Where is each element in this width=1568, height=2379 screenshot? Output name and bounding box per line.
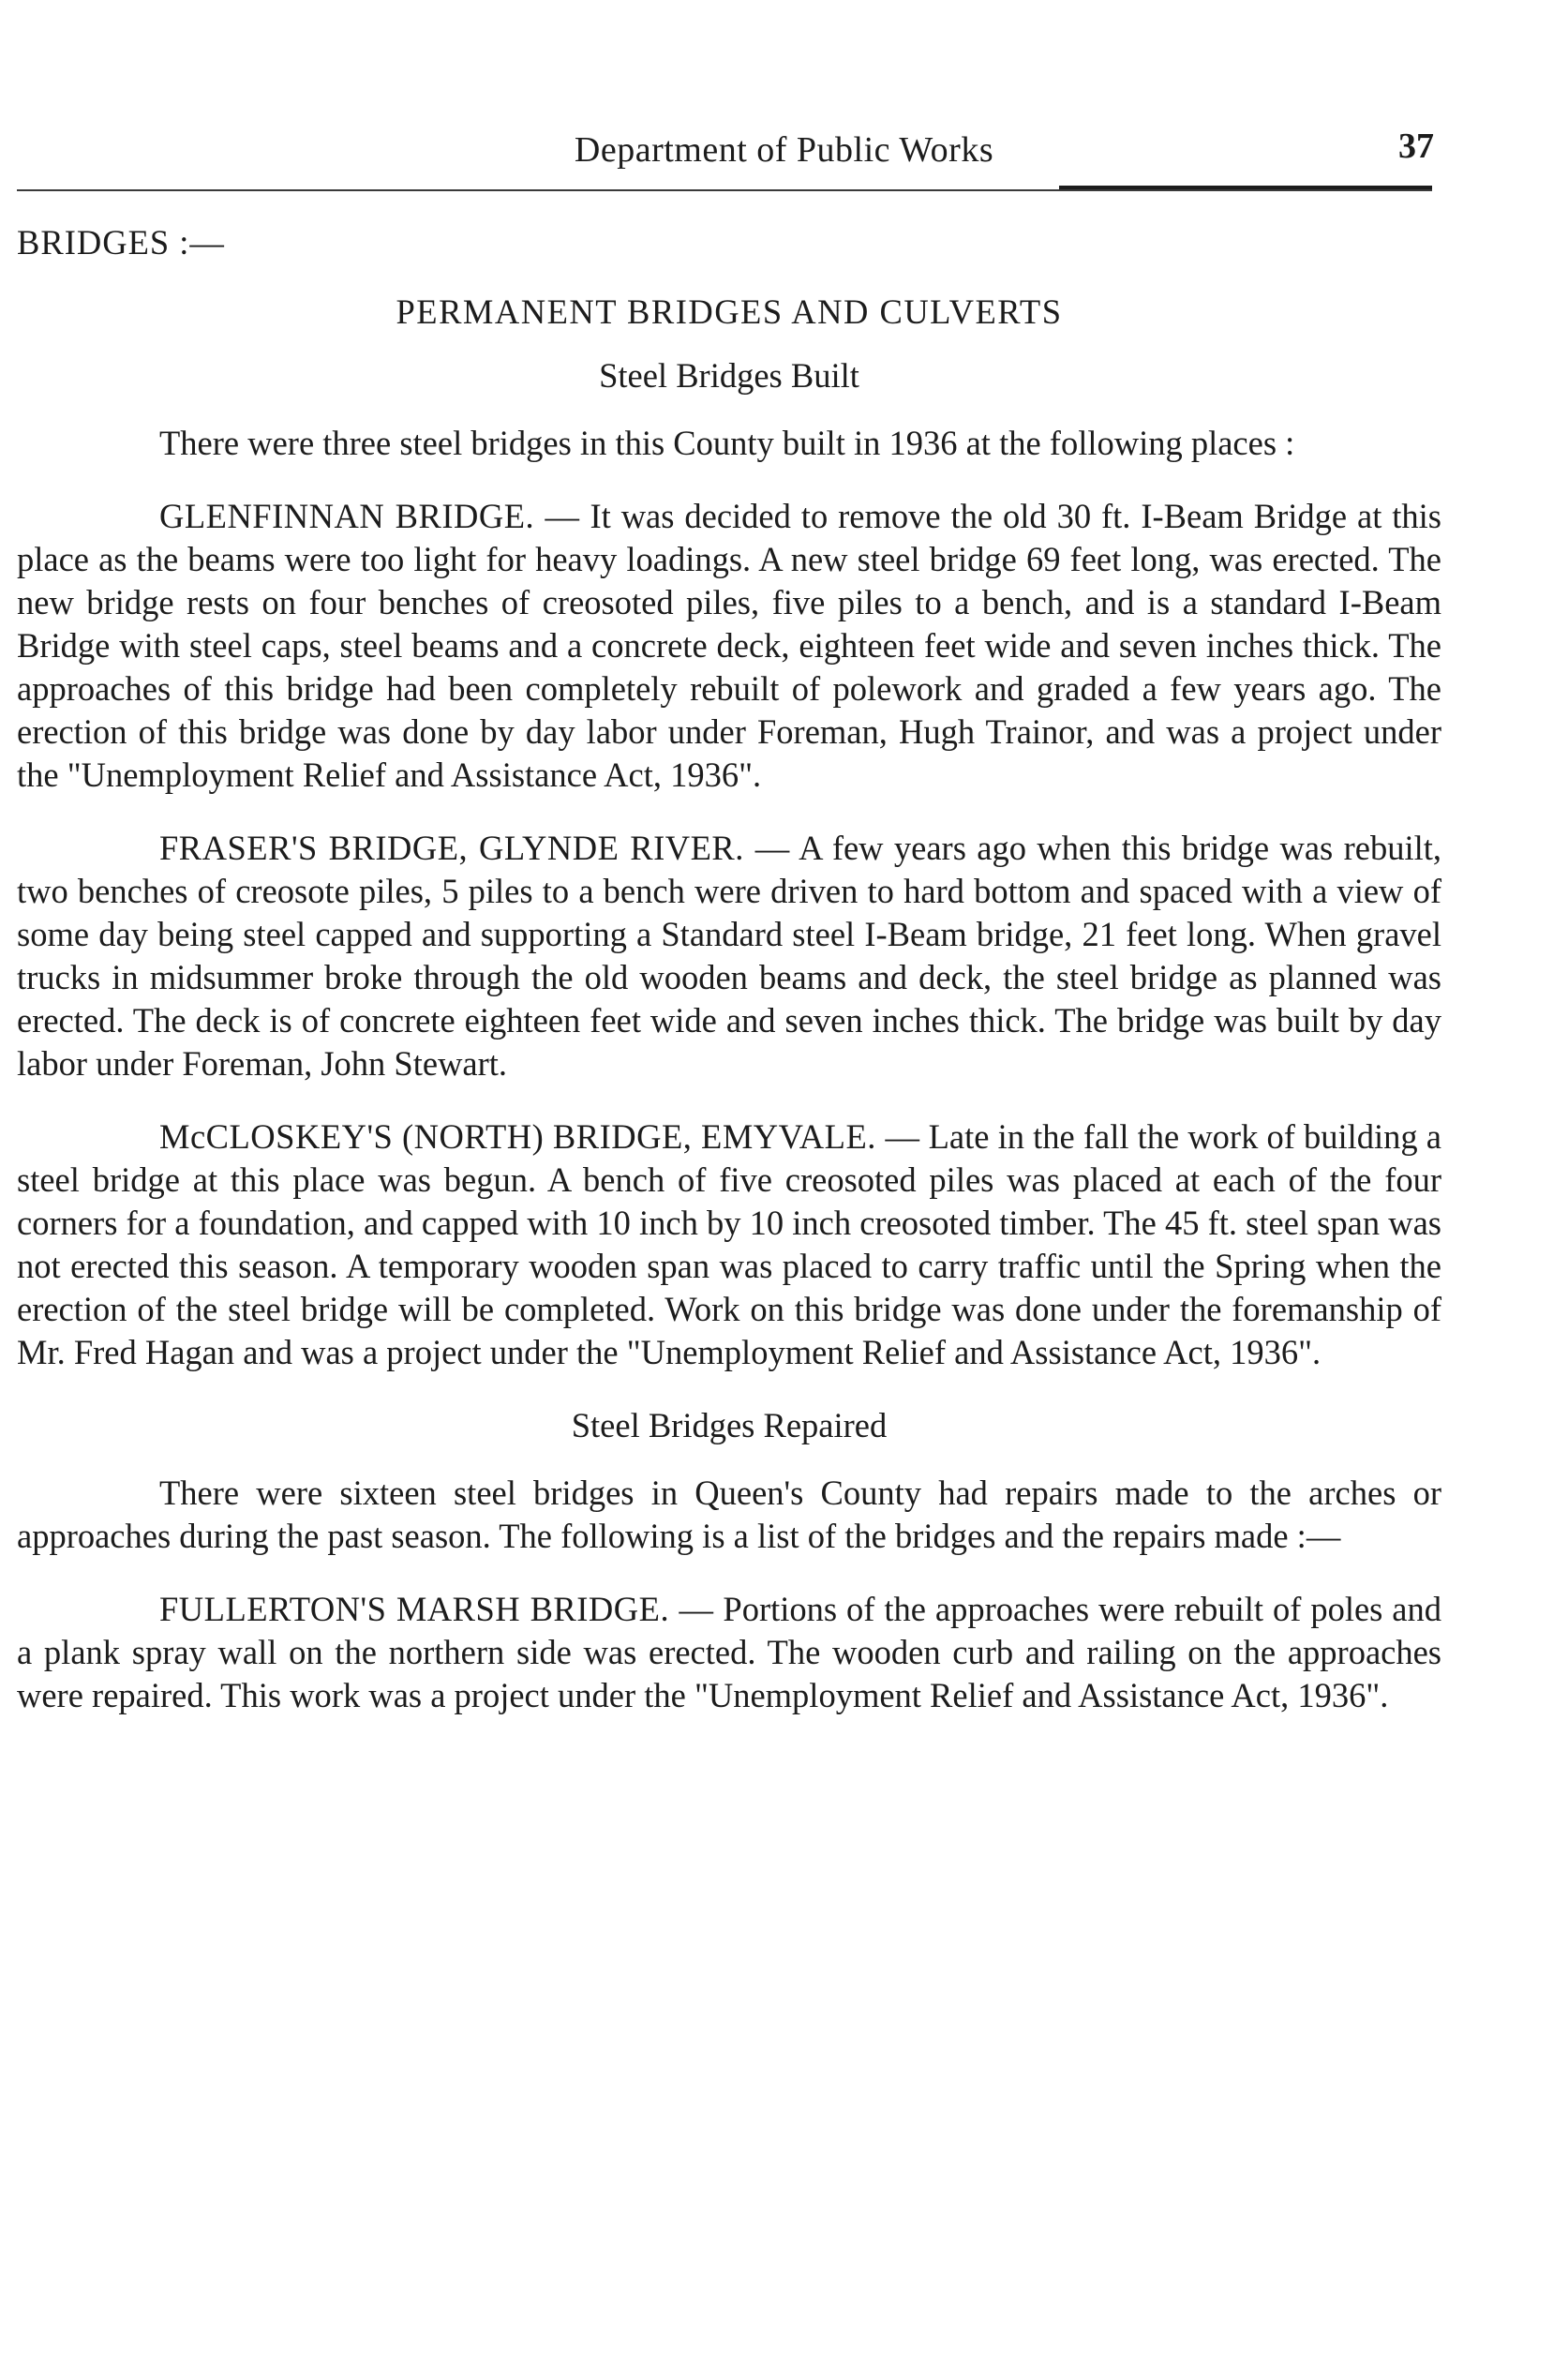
entry-text: A few years ago when this bridge was rebuilt, two benches of creosote piles, 5 piles to a bench were driven to hard bottom and spaced with a view of some day being steel capped and supporting a Standard steel I-Beam bridge, 21 feet long. When gravel trucks in midsummer broke through the old wooden beams and deck, the steel bridge as planned was erected. The deck is of concrete eighteen feet wide and seven inches thick. The bridge was built by day labor under Foreman, John Stewart. <box>17 829 1441 1083</box>
entry-lead: McCLOSKEY'S (NORTH) BRIDGE, EMYVALE. — <box>159 1117 920 1156</box>
bridge-entry-mccloskeys <box>17 1115 1441 1374</box>
intro-repaired-paragraph: There were sixteen steel bridges in Queen's County had repairs made to the arches or approaches during the past season. The following is a list of the bridges and the repairs made :— <box>17 1474 1441 1555</box>
bridge-entry-frasers <box>17 827 1441 1085</box>
header-rule <box>17 189 1432 191</box>
entry-lead: FRASER'S BRIDGE, GLYNDE RIVER. — <box>159 829 790 867</box>
entry-lead: GLENFINNAN BRIDGE. — <box>159 497 580 535</box>
bridge-entry-fullertons <box>17 1588 1441 1717</box>
entry-text: Portions of the approaches were rebuilt of poles and a plank spray wall on the northern side was erected. The wooden curb and railing on the approaches were repaired. This work was a project under the "Unemployment Relief and Assistance Act, 1936". <box>17 1590 1441 1714</box>
section-label: BRIDGES :— <box>17 223 225 262</box>
document-body <box>17 221 1441 1747</box>
entry-text: It was decided to remove the old 30 ft. I-Beam Bridge at this place as the beams were too light for heavy loadings. A new steel bridge 69 feet long, was erected. The new bridge rests on four benches of creosoted piles, five piles to a bench, and is a standard I-Beam Bridge with steel caps, steel beams and a concrete deck, eighteen feet wide and seven inches thick. The approaches of this bridge had been completely rebuilt of polework and graded a few years ago. The erection of this bridge was done by day labor under Foreman, Hugh Trainor, and was a project under the "Unemployment Relief and Assistance Act, 1936". <box>17 497 1441 794</box>
bridge-entry-glenfinnan <box>17 495 1441 797</box>
running-header <box>0 129 1568 186</box>
header-rule-thick <box>1059 186 1432 189</box>
section-heading: PERMANENT BRIDGES AND CULVERTS <box>396 292 1063 331</box>
subheading-built: Steel Bridges Built <box>599 356 859 395</box>
entry-lead: FULLERTON'S MARSH BRIDGE. — <box>159 1590 714 1628</box>
intro-built-paragraph: There were three steel bridges in this County built in 1936 at the following places : <box>159 424 1295 462</box>
page-number: 37 <box>1398 127 1434 166</box>
subheading-repaired: Steel Bridges Repaired <box>571 1406 888 1444</box>
running-title: Department of Public Works <box>574 130 994 170</box>
entry-text: Late in the fall the work of building a steel bridge at this place was begun. A bench of five creosoted piles was placed at each of the four corners for a foundation, and capped with 10 inch by 10 inch creosoted timber. The 45 ft. steel span was not erected this season. A temporary wooden span was placed to carry traffic until the Spring when the erection of the steel bridge will be completed. Work on this bridge was done under the foremanship of Mr. Fred Hagan and was a project under the "Unemployment Relief and Assistance Act, 1936". <box>17 1117 1441 1371</box>
